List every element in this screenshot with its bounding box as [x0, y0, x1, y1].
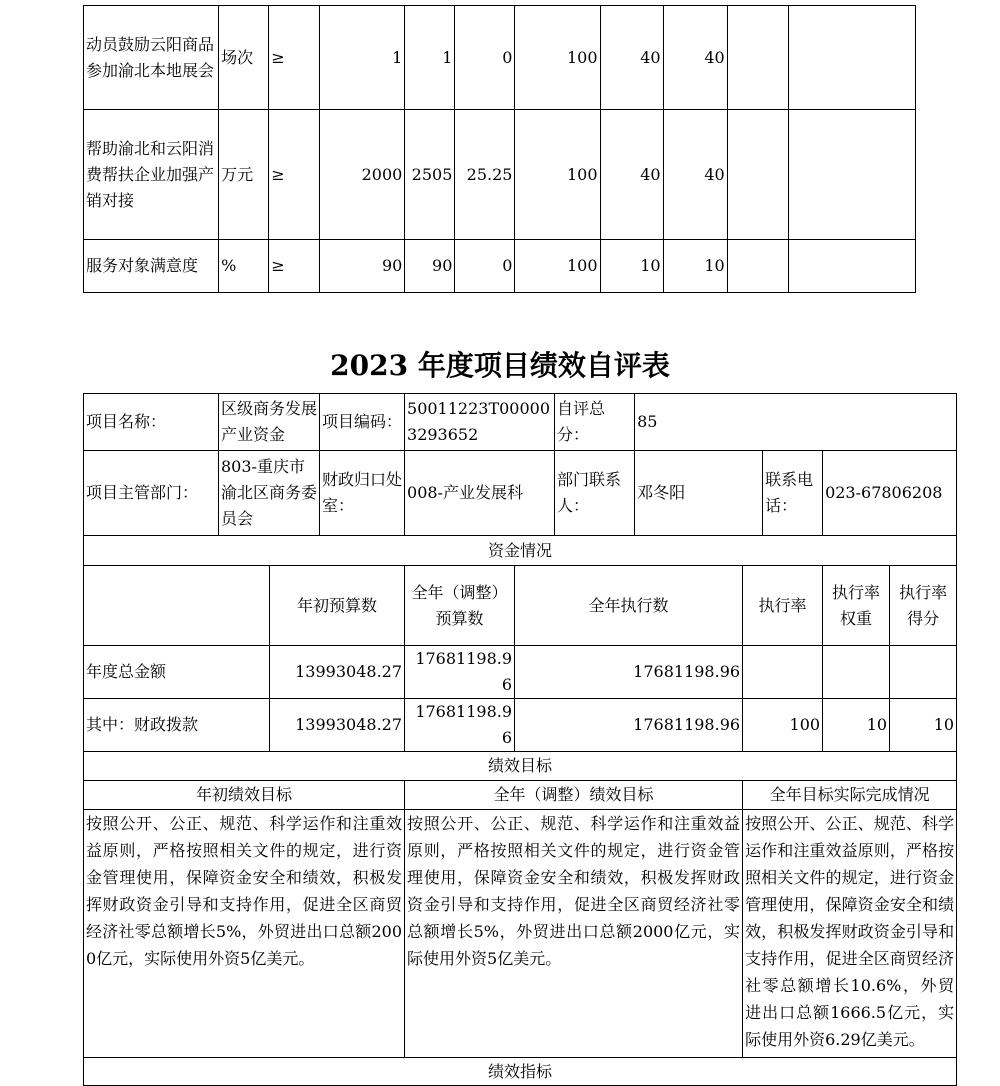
table-row [84, 810, 957, 1058]
funds-adjusted: 17681198.96 [405, 699, 515, 752]
indicator-unit: % [219, 240, 269, 293]
table-row [84, 566, 957, 646]
funds-header-adjusted: 全年（调整）预算数 [405, 566, 515, 646]
funds-executed: 17681198.96 [515, 646, 743, 699]
indicator-weight: 40 [600, 110, 663, 240]
empty-cell [788, 6, 915, 110]
goals-section-header: 绩效目标 [84, 752, 957, 781]
funds-row-label: 年度总金额 [84, 646, 270, 699]
indicator-name: 服务对象满意度 [84, 240, 219, 293]
indicator-table-continued [83, 5, 916, 293]
project-code-value: 50011223T000003293652 [405, 394, 555, 451]
funds-header-executed: 全年执行数 [515, 566, 743, 646]
funds-header-rate: 执行率 [743, 566, 823, 646]
indicator-operator: ≥ [269, 240, 320, 293]
table-row [84, 451, 957, 536]
indicator-score-rate: 100 [515, 240, 600, 293]
project-code-label: 项目编码： [320, 394, 405, 451]
indicator-unit: 万元 [219, 110, 269, 240]
funds-score: 10 [890, 699, 957, 752]
table-row [84, 1058, 957, 1086]
funds-weight: 10 [823, 699, 890, 752]
project-name-label: 项目名称： [84, 394, 219, 451]
page-title: 2023 年度项目绩效自评表 [330, 349, 670, 382]
phone-value: 023-67806208 [823, 451, 957, 536]
funds-initial: 13993048.27 [270, 646, 405, 699]
table-row [84, 699, 957, 752]
goals-header-actual: 全年目标实际完成情况 [743, 781, 957, 810]
finance-office-value: 008-产业发展科 [405, 451, 555, 536]
table-row [84, 6, 916, 110]
indicator-name: 帮助渝北和云阳消费帮扶企业加强产销对接 [84, 110, 219, 240]
funds-initial: 13993048.27 [270, 699, 405, 752]
self-evaluation-table [83, 393, 957, 1086]
contact-value: 邓冬阳 [635, 451, 763, 536]
indicator-score: 40 [663, 110, 727, 240]
goals-header-initial: 年初绩效目标 [84, 781, 405, 810]
funds-header-weight: 执行率权重 [823, 566, 890, 646]
indicator-deviation: 0 [455, 6, 515, 110]
table-row [84, 752, 957, 781]
indicators-section-header: 绩效指标 [84, 1058, 957, 1086]
dept-value: 803-重庆市渝北区商务委员会 [219, 451, 320, 536]
indicator-plan: 90 [320, 240, 405, 293]
project-name-value: 区级商务发展产业资金 [219, 394, 320, 451]
table-row [84, 646, 957, 699]
indicator-operator: ≥ [269, 110, 320, 240]
goals-initial-text: 按照公开、公正、规范、科学运作和注重效益原则，严格按照相关文件的规定，进行资金管理使用，保障资金安全和绩效，积极发挥财政资金引导和支持作用，促进全区商贸经济社零总额增长5%，外贸进出口总额2000亿元，实际使用外资5亿美元。 [84, 810, 405, 1058]
table-row [84, 394, 957, 451]
indicator-plan: 1 [320, 6, 405, 110]
indicator-actual: 2505 [405, 110, 455, 240]
indicator-weight: 40 [600, 6, 663, 110]
empty-cell [727, 240, 788, 293]
funds-row-label: 其中：财政拨款 [84, 699, 270, 752]
empty-cell [788, 240, 915, 293]
phone-label: 联系电话： [763, 451, 823, 536]
goals-actual-text: 按照公开、公正、规范、科学运作和注重效益原则，严格按照相关文件的规定，进行资金管理使用，保障资金安全和绩效，积极发挥财政资金引导和支持作用，促进全区商贸经济社零总额增长10.6%，外贸进出口总额1666.5亿元，实际使用外资6.29亿美元。 [743, 810, 957, 1058]
funds-executed: 17681198.96 [515, 699, 743, 752]
indicator-score: 10 [663, 240, 727, 293]
indicator-name: 动员鼓励云阳商品参加渝北本地展会 [84, 6, 219, 110]
indicator-score-rate: 100 [515, 110, 600, 240]
indicator-deviation: 25.25 [455, 110, 515, 240]
indicator-actual: 90 [405, 240, 455, 293]
indicator-unit: 场次 [219, 6, 269, 110]
indicator-actual: 1 [405, 6, 455, 110]
funds-rate: 100 [743, 699, 823, 752]
empty-cell [84, 566, 270, 646]
empty-cell [727, 6, 788, 110]
self-score-label: 自评总分： [555, 394, 635, 451]
indicator-deviation: 0 [455, 240, 515, 293]
funds-adjusted: 17681198.96 [405, 646, 515, 699]
goals-header-adjusted: 全年（调整）绩效目标 [405, 781, 743, 810]
funds-header-score: 执行率得分 [890, 566, 957, 646]
funds-header-initial: 年初预算数 [270, 566, 405, 646]
self-score-value: 85 [635, 394, 957, 451]
table-row [84, 110, 916, 240]
empty-cell [788, 110, 915, 240]
indicator-weight: 10 [600, 240, 663, 293]
table-row [84, 240, 916, 293]
funds-rate [743, 646, 823, 699]
indicator-operator: ≥ [269, 6, 320, 110]
finance-office-label: 财政归口处室： [320, 451, 405, 536]
funds-section-header: 资金情况 [84, 536, 957, 566]
funds-score [890, 646, 957, 699]
empty-cell [727, 110, 788, 240]
dept-label: 项目主管部门： [84, 451, 219, 536]
indicator-score: 40 [663, 6, 727, 110]
indicator-plan: 2000 [320, 110, 405, 240]
table-row [84, 536, 957, 566]
goals-adjusted-text: 按照公开、公正、规范、科学运作和注重效益原则，严格按照相关文件的规定，进行资金管理使用，保障资金安全和绩效，积极发挥财政资金引导和支持作用，促进全区商贸经济社零总额增长5%，外贸进出口总额2000亿元，实际使用外资5亿美元。 [405, 810, 743, 1058]
contact-label: 部门联系人： [555, 451, 635, 536]
table-row [84, 781, 957, 810]
indicator-score-rate: 100 [515, 6, 600, 110]
funds-weight [823, 646, 890, 699]
